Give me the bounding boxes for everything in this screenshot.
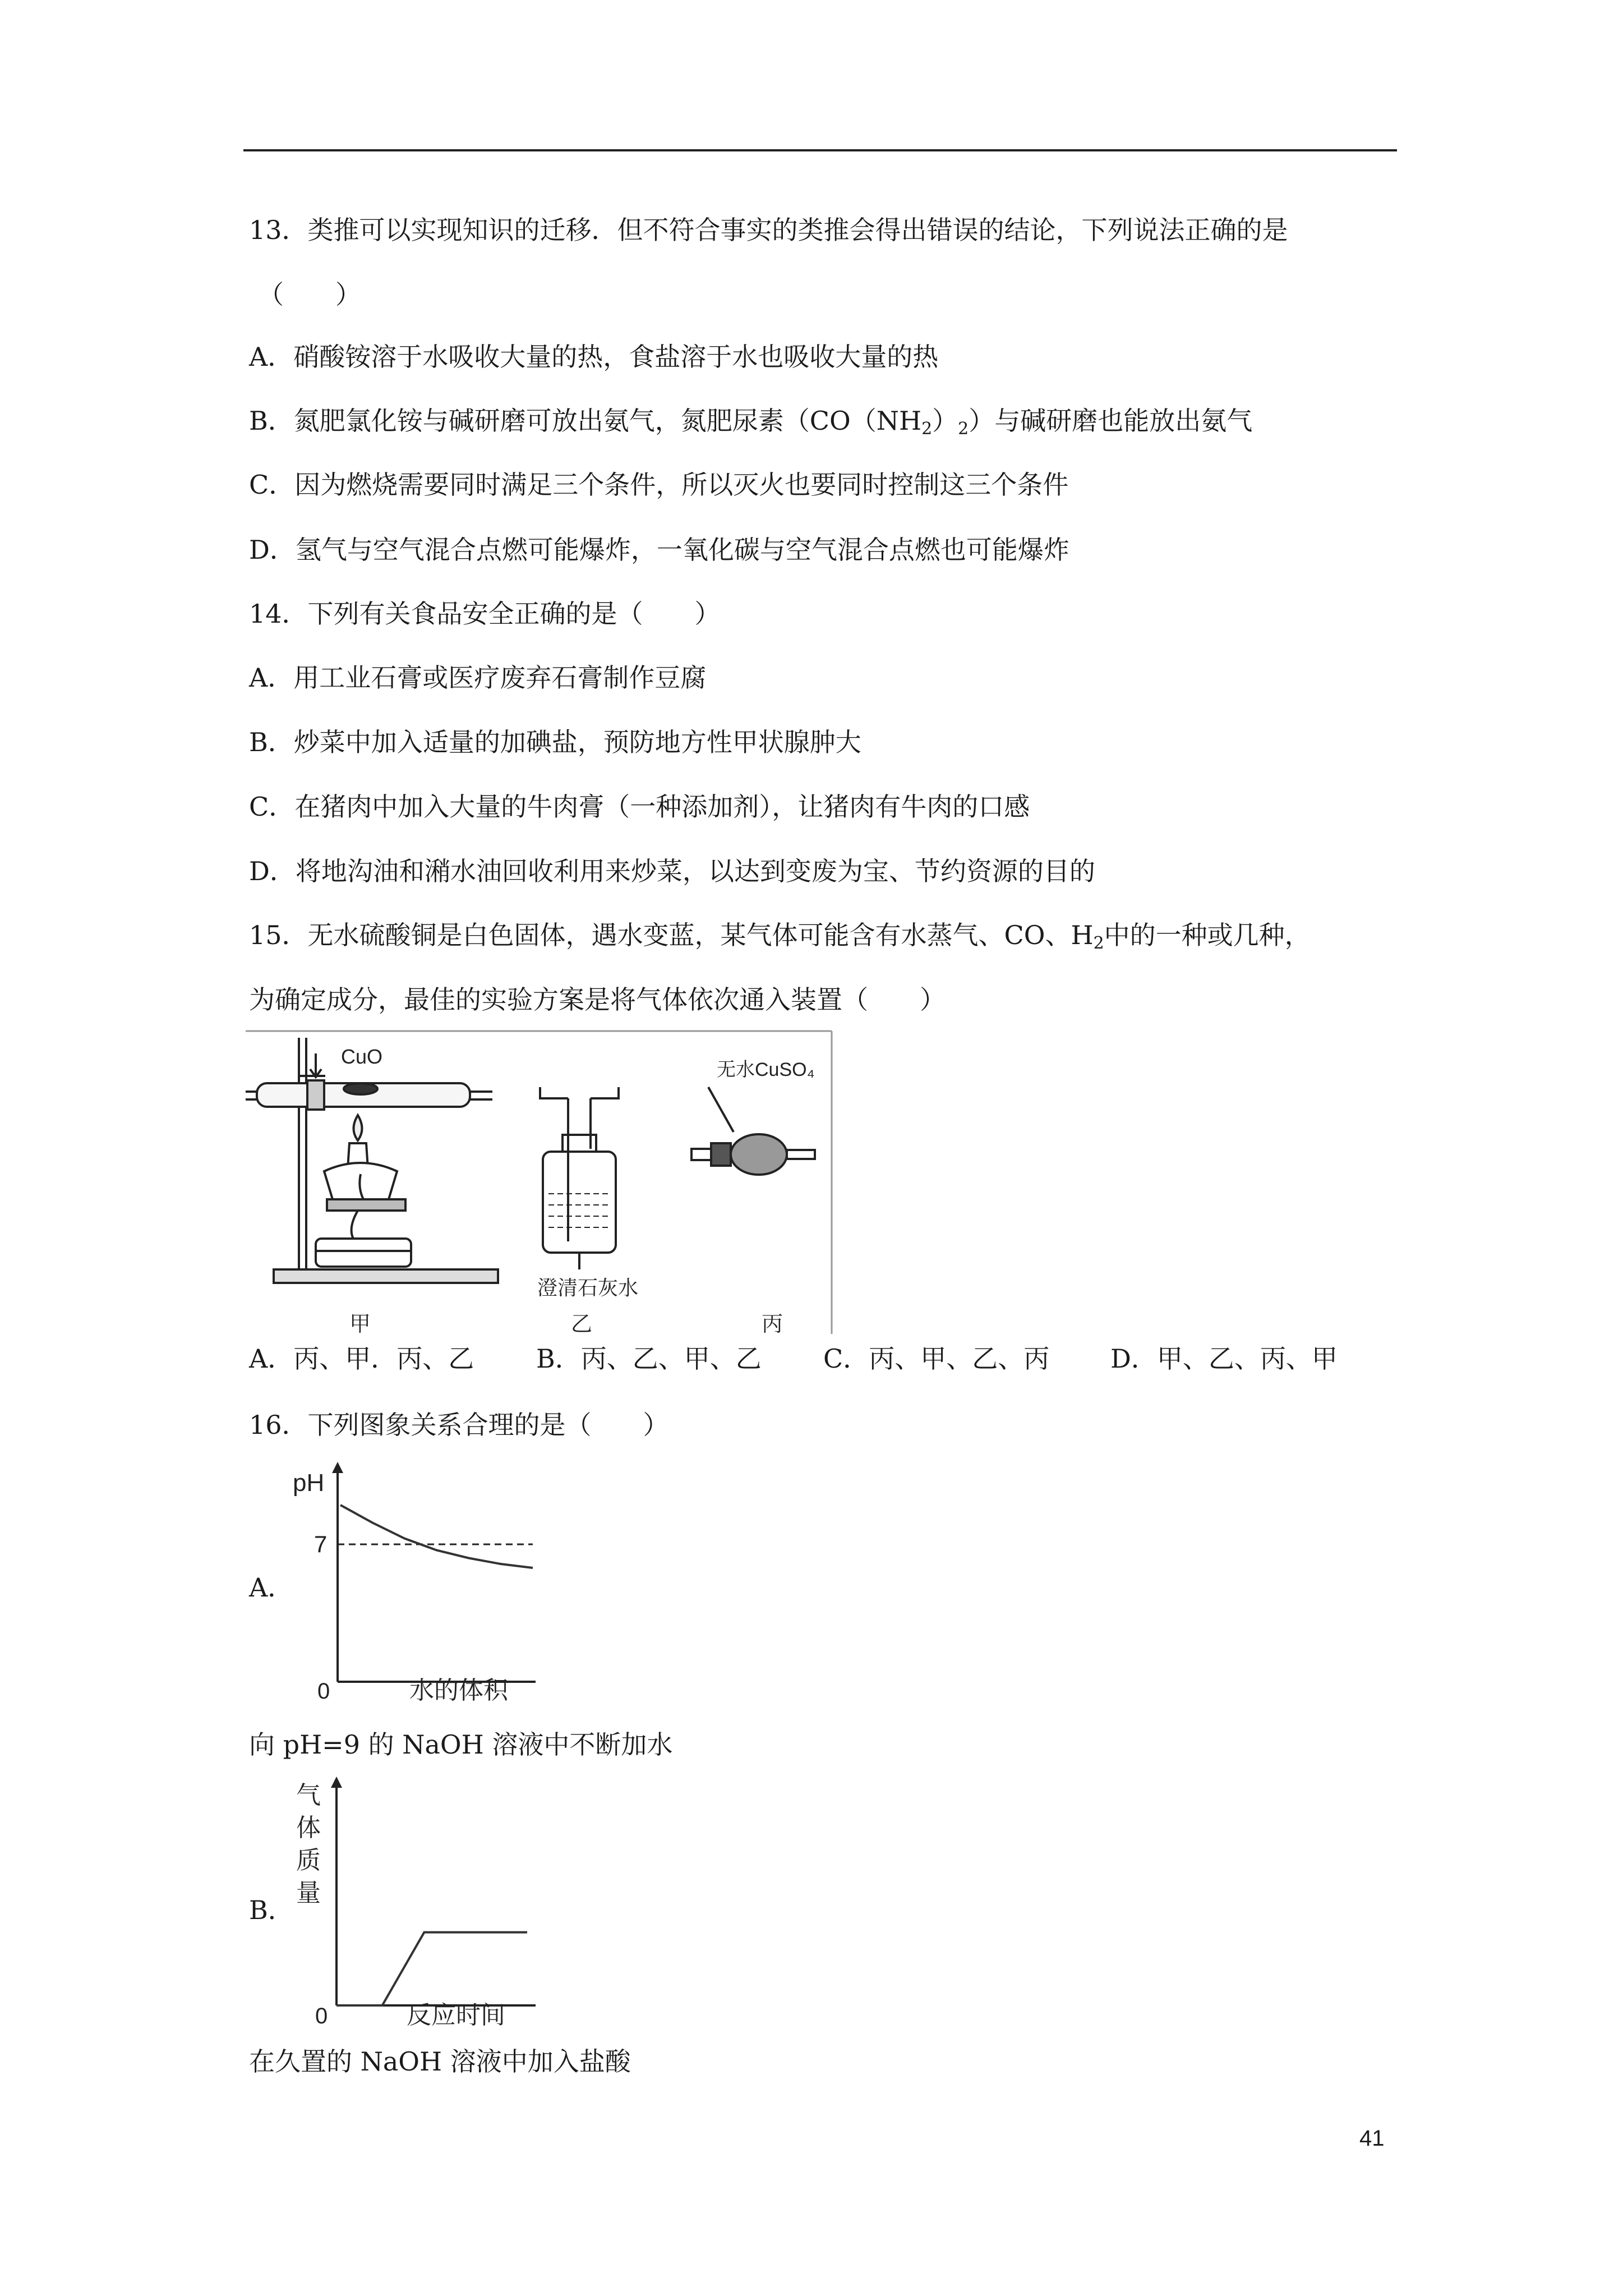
q13-option-b: B．氮肥氯化铵与碱研磨可放出氨气，氮肥尿素$(CO(NH_2)_2)$与碱研磨也能放出氨气 (249, 406, 1253, 439)
q16-option-a-label: A． (249, 1572, 294, 1603)
chart-a-series-line (340, 1505, 533, 1568)
q15-option-c: C．丙、甲、乙、丙 (823, 1343, 1050, 1374)
q15-stem: 15．无水硫酸铜是白色固体，遇水变蓝，某气体可能含有水蒸气、CO、$H_2$中的一种或几种， (249, 920, 1311, 953)
header-rule (243, 149, 1397, 151)
q15-stem-line2: 为确定成分，最佳的实验方案是将气体依次通入装置（ ） (249, 984, 946, 1015)
apparatus-bing (691, 1087, 815, 1175)
label-bing: 丙 (762, 1313, 783, 1336)
q14-option-b: B．炒菜中加入适量的加碘盐，预防地方性甲状腺肿大 (249, 727, 861, 757)
q13-answer-paren: （ ） (258, 279, 361, 310)
q13-stem: 13．类推可以实现知识的迁移．但不符合事实的类推会得出错误的结论，下列说法正确的是 (249, 215, 1288, 245)
q16-option-b-caption: 在久置的 NaOH 溶液中加入盐酸 (249, 2046, 631, 2077)
q15-option-b: B．丙、乙、甲、乙 (536, 1343, 762, 1374)
chart-a-reference-label: 7 (314, 1531, 328, 1557)
label-jia: 甲 (349, 1313, 371, 1336)
q13-option-a: A．硝酸铵溶于水吸收大量的热，食盐溶于水也吸收大量的热 (249, 342, 939, 372)
chart-b-ylabel: 气 体 质 量 (296, 1782, 321, 1907)
q14-option-d: D．将地沟油和潲水油回收利用来炒菜，以达到变废为宝、节约资源的目的 (249, 856, 1095, 886)
cuo-label: CuO (341, 1045, 383, 1068)
q16-option-b-label: B． (249, 1895, 294, 1925)
cuso4-label: 无水CuSO₄ (717, 1059, 815, 1080)
q16-option-a-caption: 向 pH=9 的 NaOH 溶液中不断加水 (249, 1729, 673, 1760)
chart-a-xlabel: 水的体积 (409, 1677, 508, 1704)
q15-options (249, 1342, 1338, 1375)
q14-option-a: A．用工业石膏或医疗废弃石膏制作豆腐 (249, 662, 707, 693)
q15-apparatus-figure (246, 1031, 834, 1334)
apparatus-jia (246, 1038, 498, 1283)
q16-stem: 16．下列图象关系合理的是（ ） (249, 1410, 669, 1440)
chart-a-ylabel: pH (293, 1469, 325, 1497)
q14-option-c: C．在猪肉中加入大量的牛肉膏（一种添加剂），让猪肉有牛肉的口感 (249, 792, 1030, 822)
q16-chart-b (280, 1770, 550, 2033)
page-number: 41 (1359, 2126, 1385, 2151)
q13-option-d: D．氢气与空气混合点燃可能爆炸，一氧化碳与空气混合点燃也可能爆炸 (249, 535, 1069, 565)
chart-b-origin-label: 0 (315, 2004, 328, 2028)
apparatus-yi (540, 1087, 619, 1269)
q16-chart-a (286, 1457, 550, 1704)
limewater-label: 澄清石灰水 (537, 1276, 639, 1299)
chart-a-origin-label: 0 (317, 1679, 330, 1704)
chart-b-series-line (336, 1932, 527, 2005)
q15-option-d: D．甲、乙、丙、甲 (1110, 1343, 1338, 1374)
chart-b-xlabel: 反应时间 (407, 2001, 505, 2029)
q14-stem: 14．下列有关食品安全正确的是（ ） (249, 599, 721, 629)
label-yi: 乙 (571, 1313, 593, 1336)
q13-option-c: C．因为燃烧需要同时满足三个条件，所以灭火也要同时控制这三个条件 (249, 470, 1069, 500)
q15-option-a: A．丙、甲．丙、乙 (249, 1343, 474, 1374)
